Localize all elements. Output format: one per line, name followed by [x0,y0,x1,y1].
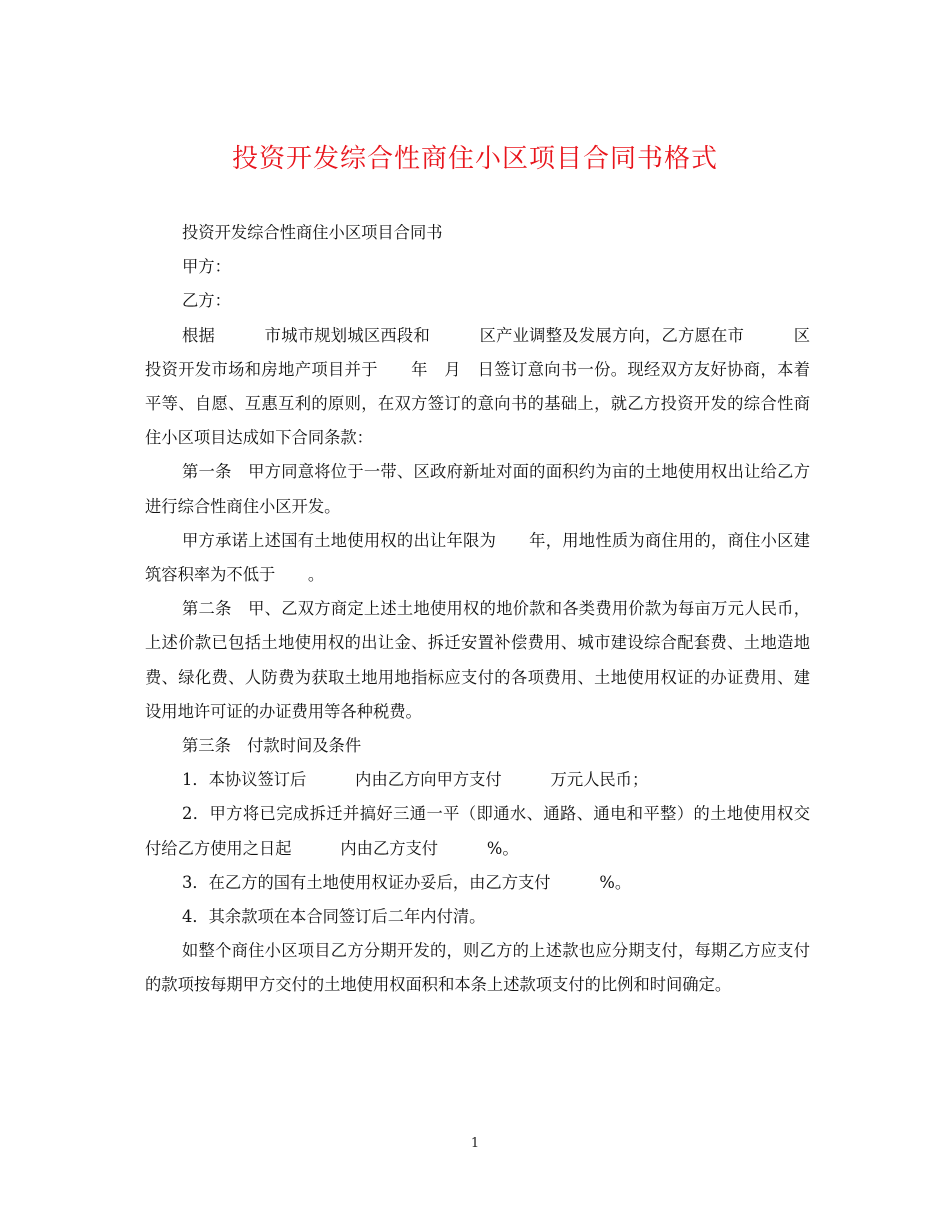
contract-heading: 投资开发综合性商住小区项目合同书 [182,223,443,242]
page-number: 1 [470,1136,480,1151]
land-term-paragraph: 甲方承诺上述国有土地使用权的出让年限为 年，用地性质为商住用的，商住小区建筑容积率为不低于 。 [145,530,810,585]
party-a-line: 甲方： [182,257,231,277]
article-1-paragraph: 第一条 甲方同意将位于一带、区政府新址对面的面积约为亩的土地使用权出让给乙方进行综合性商住小区开发。 [145,462,810,516]
payment-item-1: 1．本协议签订后 内由乙方向甲方支付 万元人民币； [182,770,649,790]
document-body [145,216,810,1003]
preamble-paragraph: 根据 市城市规划城区西段和 区产业调整及发展方向，乙方愿在市 区投资开发市场和房地产项目并于 年 月 日签订意向书一份。现经双方友好协商，本着平等、自愿、互惠互利的原则，在双方签订的意向书的基础上，就乙方投资开发的综合性商住小区项目达成如下合同条款： [145,325,810,448]
party-b-line: 乙方： [182,291,231,311]
payment-item-3: 3．在乙方的国有土地使用权证办妥后，由乙方支付 %。 [182,872,632,892]
payment-item-4: 4．其余款项在本合同签订后二年内付清。 [182,907,486,927]
document-title: 投资开发综合性商住小区项目合同书格式 [231,144,718,174]
article-3-heading: 第三条 付款时间及条件 [182,736,362,756]
article-2-paragraph: 第二条 甲、乙双方商定上述土地使用权的地价款和各类费用价款为每亩万元人民币，上述价款已包括土地使用权的出让金、拆迁安置补偿费用、城市建设综合配套费、土地造地费、绿化费、人防费为获取土地用地指标应支付的各项费用、土地使用权证的办证费用、建设用地许可证的办证费用等各种税费。 [145,599,810,721]
payment-item-2: 2．甲方将已完成拆迁并搞好三通一平（即通水、通路、通电和平整）的土地使用权交付给乙方使用之日起 内由乙方支付 %。 [145,804,810,858]
installment-paragraph: 如整个商住小区项目乙方分期开发的，则乙方的上述款也应分期支付，每期乙方应支付的款项按每期甲方交付的土地使用权面积和本条上述款项支付的比例和时间确定。 [145,941,810,995]
